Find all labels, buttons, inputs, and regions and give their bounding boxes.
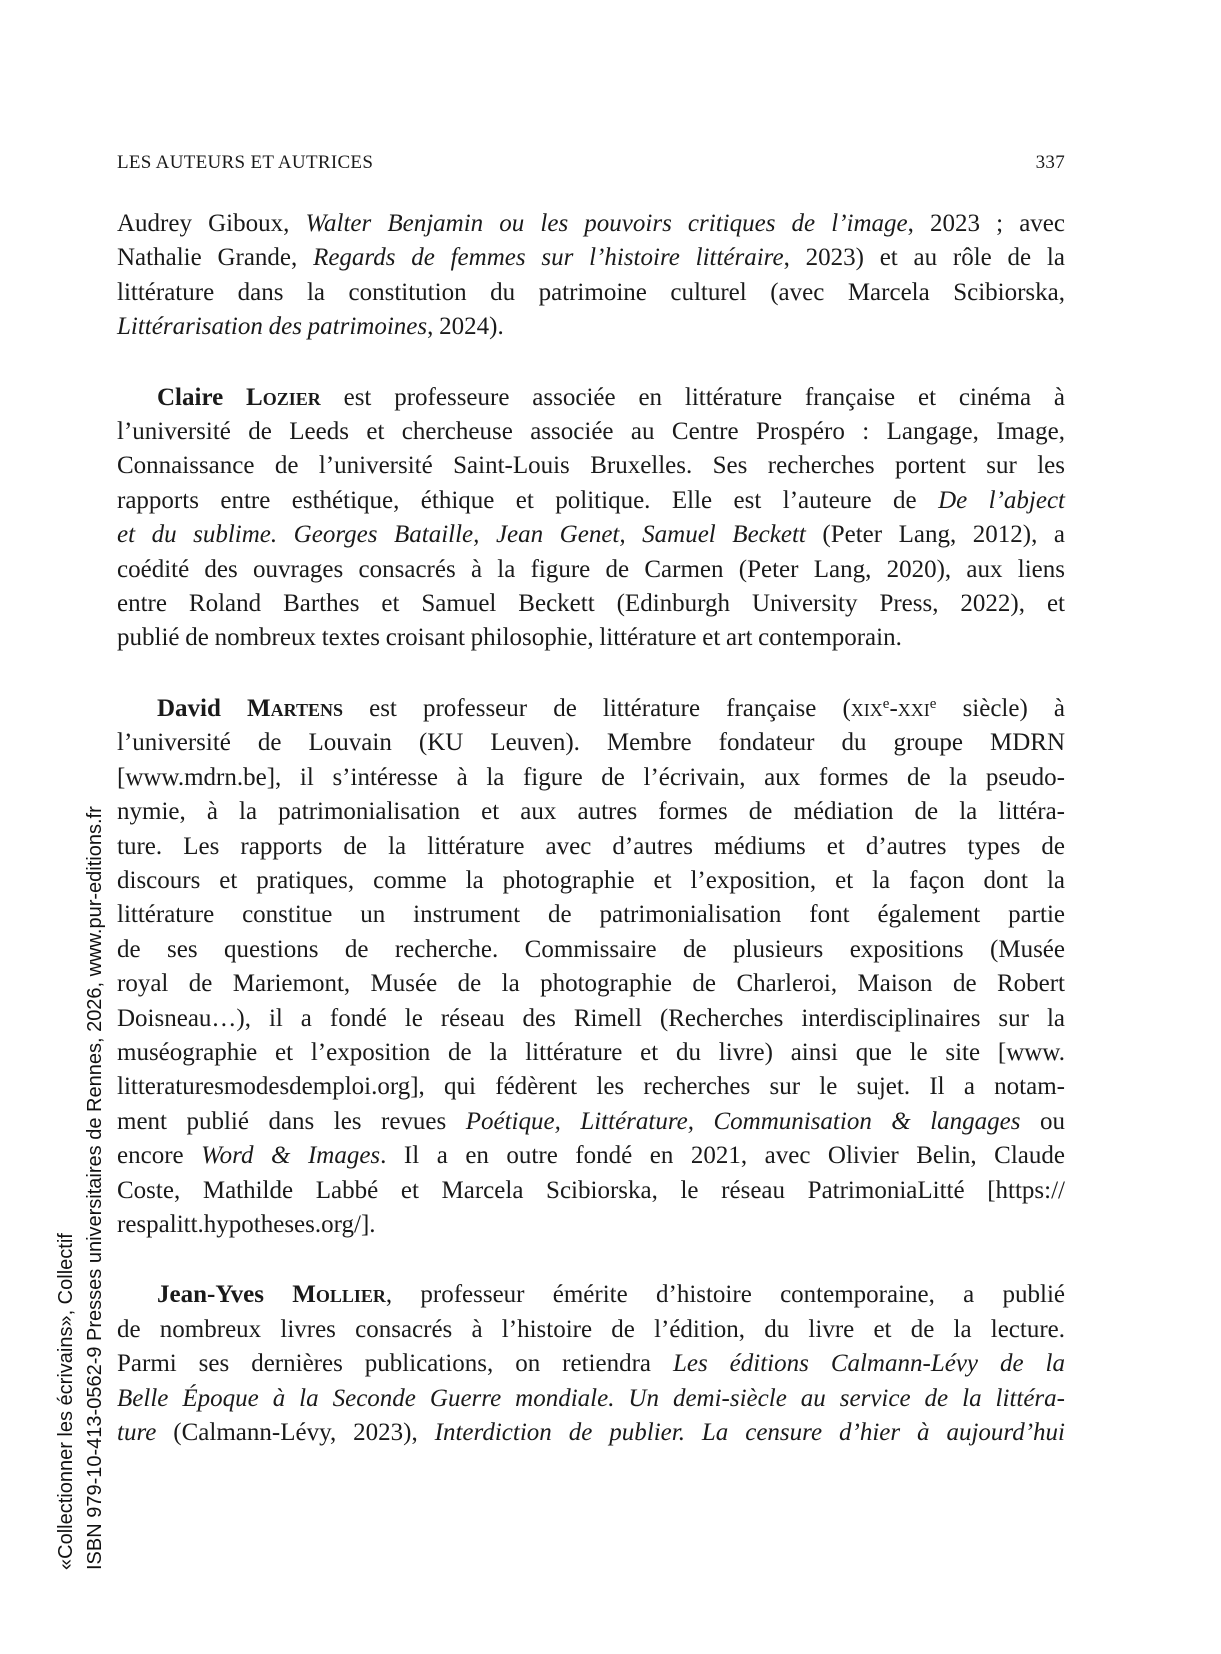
text-run: - [889,694,898,722]
text-run: Audrey Giboux, [117,210,306,237]
text-run: Coste, Mathilde Labbé et Marcela Scibiorska, le réseau PatrimoniaLitté [https:// [117,1176,1065,1204]
text-line [117,898,1065,932]
text-line [117,830,1065,864]
text-run: . Il a en outre fondé en 2021, avec Olivier Belin, Claude [380,1142,1065,1170]
text-run: muséographie et l’exposition de la littérature et du livre) ainsi que le site [www. [117,1038,1065,1066]
text-run: est professeur de littérature française ( [343,694,851,722]
text-run: Doisneau…), il a fondé le réseau des Rimell (Recherches interdisciplinaires sur la [117,1004,1065,1032]
sidebar-collection-line: «Collectionner les écrivains», Collectif [55,1233,77,1570]
text-line [117,1208,1065,1242]
text-run: , 2024). [427,313,504,341]
text-line [117,795,1065,829]
text-run: respalitt.hypotheses.org/]. [117,1210,376,1238]
text-run: (Peter Lang, 2012), a [805,521,1065,549]
text-line [117,864,1065,898]
text-run: nymie, à la patrimonialisation et aux autres formes de médiation de la littéra- [117,798,1065,826]
text-run: Martens [247,694,343,722]
text-line [117,1070,1065,1104]
text-run: Walter Benjamin ou les pouvoirs critiques de l’image [305,210,908,237]
text-run: Regards de femmes sur l’histoire littéraire [313,244,784,272]
running-header [117,152,1065,174]
text-line [117,1174,1065,1208]
text-run: rapports entre esthétique, éthique et politique. Elle est l’auteure de [117,486,939,514]
running-title: LES AUTEURS ET AUTRICES [117,152,374,173]
text-run: , professeur émérite d’histoire contemporaine, a publié [385,1281,1065,1309]
text-line [117,726,1065,760]
text-line [117,1105,1065,1139]
text-line [117,587,1065,621]
text-line [117,276,1065,310]
page-number: 337 [1035,152,1065,173]
text-run: ture [117,1419,157,1446]
text-run: et du sublime. Georges Bataille, Jean Genet, Samuel Beckett [117,521,806,549]
text-line [117,553,1065,587]
sidebar-isbn-line: ISBN 979-10-413-0562-9 Presses universitaires de Rennes, 2026, www.pur-editions.fr [84,806,106,1570]
text-run: publié de nombreux textes croisant philosophie, littérature et art contemporain. [117,624,902,652]
bio-lozier [117,381,1065,656]
bio-mollier [117,1278,1065,1450]
text-run: Word & Images [201,1142,381,1170]
text-line [117,241,1065,275]
intro-paragraph [117,207,1065,345]
text-run: Belle Époque à la Seconde Guerre mondiale. Un demi-siècle au service de la littéra- [117,1384,1065,1412]
text-run: littérature dans la constitution du patrimoine culturel (avec Marcela Scibiorska, [117,278,1065,306]
text-line [117,1139,1065,1173]
text-run: entre Roland Barthes et Samuel Beckett (Edinburgh University Press, 2022), et [117,590,1065,618]
text-run: xix [850,694,883,722]
text-line [117,692,1065,726]
text-line [117,967,1065,1001]
text-run: Jean-Yves [157,1281,293,1309]
text-run: encore [117,1142,202,1170]
text-line [117,449,1065,483]
text-run: xxi [897,694,930,722]
text-line [117,207,1065,241]
text-run: David [157,694,248,722]
text-run: ment publié dans les revues [117,1107,466,1135]
text-run: Les éditions Calmann-Lévy de la [672,1350,1065,1378]
text-line [117,484,1065,518]
copyright-sidebar [52,750,110,1570]
text-run: ou [1020,1107,1065,1135]
text-line [117,310,1065,344]
text-line [117,381,1065,415]
text-run: de ses questions de recherche. Commissaire de plusieurs expositions (Musée [117,935,1065,963]
text-run: (Calmann-Lévy, 2023), [156,1419,435,1446]
text-run: de nombreux livres consacrés à l’histoire de l’édition, du livre et de la lecture. [117,1315,1065,1343]
text-run: e [929,695,937,712]
text-line [117,1036,1065,1070]
text-line [117,1278,1065,1312]
bio-martens [117,692,1065,1243]
text-run: Connaissance de l’université Saint-Louis Bruxelles. Ses recherches portent sur les [117,452,1065,480]
text-run: Parmi ses dernières publications, on retiendra [117,1350,673,1378]
text-run: litteraturesmodesdemploi.org], qui fédèrent les recherches sur le sujet. Il a notam- [117,1073,1065,1101]
text-line [117,761,1065,795]
text-line [117,1002,1065,1036]
text-run: , 2023 ; avec [907,210,1065,237]
text-run: Claire [157,383,247,411]
text-line [117,1416,1065,1450]
text-run: Lozier [246,383,321,411]
text-run: Nathalie Grande, [117,244,314,272]
body-text [117,207,1065,1450]
text-run: Interdiction de publier. La censure d’hier à aujourd’hui [434,1419,1065,1446]
text-run: siècle) à [936,694,1065,722]
text-run: ture. Les rapports de la littérature avec d’autres médiums et d’autres types de [117,832,1065,860]
text-run: l’université de Louvain (KU Leuven). Membre fondateur du groupe MDRN [117,729,1065,757]
text-run: , 2023) et au rôle de la [783,244,1065,272]
text-line [117,1382,1065,1416]
text-line [117,518,1065,552]
text-run: e [882,695,890,712]
text-run: coédité des ouvrages consacrés à la figure de Carmen (Peter Lang, 2020), aux liens [117,555,1065,583]
text-run: De l’abject [938,486,1066,514]
text-line [117,621,1065,655]
text-line [117,415,1065,449]
text-run: littérature constitue un instrument de patrimonialisation font également partie [117,901,1065,929]
text-line [117,1313,1065,1347]
text-run: Poétique, Littérature, Communisation & langages [465,1107,1021,1135]
text-run: [www.mdrn.be], il s’intéresse à la figure de l’écrivain, aux formes de la pseudo- [117,763,1065,791]
text-run: royal de Mariemont, Musée de la photographie de Charleroi, Maison de Robert [117,970,1065,998]
text-run: Littérarisation des patrimoines [117,313,428,341]
text-line [117,933,1065,967]
text-run: Mollier [292,1281,386,1309]
text-line [117,1347,1065,1381]
text-run: discours et pratiques, comme la photographie et l’exposition, et la façon dont la [117,866,1065,894]
text-run: est professeure associée en littérature française et cinéma à [320,383,1066,411]
text-run: l’université de Leeds et chercheuse associée au Centre Prospéro : Langage, Image, [117,418,1065,446]
